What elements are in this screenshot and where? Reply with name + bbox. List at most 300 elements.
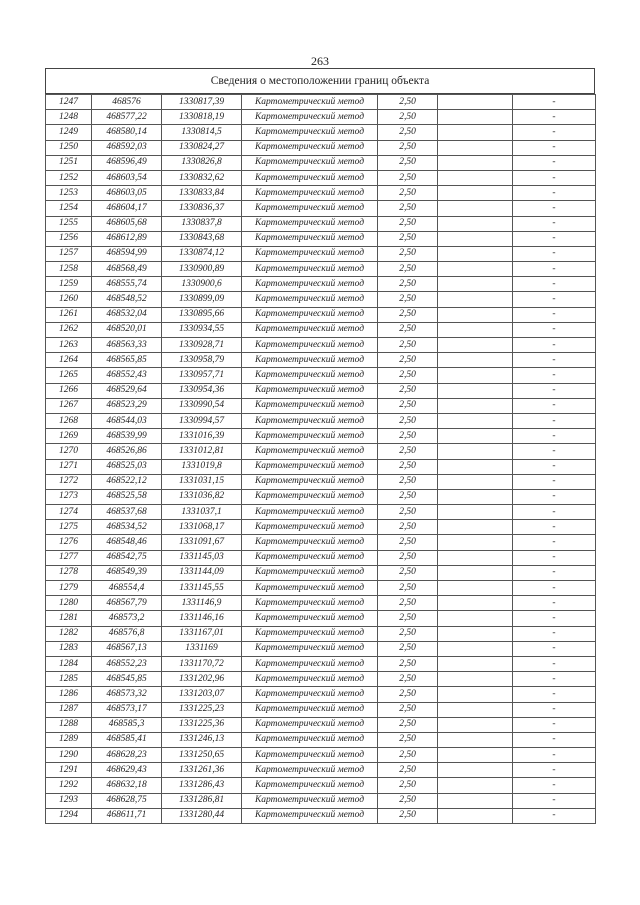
table-row: [46, 413, 596, 428]
note-cell: -: [513, 763, 596, 778]
point-number-cell: 1280: [46, 596, 92, 611]
point-number-cell: 1255: [46, 216, 92, 231]
empty-cell: [438, 413, 513, 428]
note-cell: -: [513, 474, 596, 489]
x-coordinate-cell: 468565,85: [92, 353, 162, 368]
accuracy-cell: 2,50: [378, 413, 438, 428]
x-coordinate-cell: 468603,54: [92, 170, 162, 185]
accuracy-cell: 2,50: [378, 641, 438, 656]
point-number-cell: 1282: [46, 626, 92, 641]
method-cell: Картометрический метод: [242, 231, 378, 246]
table-row: [46, 307, 596, 322]
empty-cell: [438, 110, 513, 125]
y-coordinate-cell: 1331145,55: [162, 581, 242, 596]
empty-cell: [438, 186, 513, 201]
accuracy-cell: 2,50: [378, 216, 438, 231]
y-coordinate-cell: 1330900,6: [162, 277, 242, 292]
accuracy-cell: 2,50: [378, 717, 438, 732]
method-cell: Картометрический метод: [242, 474, 378, 489]
point-number-cell: 1260: [46, 292, 92, 307]
table-row: [46, 155, 596, 170]
y-coordinate-cell: 1330836,37: [162, 201, 242, 216]
point-number-cell: 1276: [46, 535, 92, 550]
note-cell: -: [513, 110, 596, 125]
accuracy-cell: 2,50: [378, 687, 438, 702]
x-coordinate-cell: 468585,3: [92, 717, 162, 732]
point-number-cell: 1285: [46, 672, 92, 687]
method-cell: Картометрический метод: [242, 535, 378, 550]
note-cell: -: [513, 489, 596, 504]
method-cell: Картометрический метод: [242, 277, 378, 292]
table-row: [46, 581, 596, 596]
note-cell: -: [513, 155, 596, 170]
note-cell: -: [513, 429, 596, 444]
y-coordinate-cell: 1331016,39: [162, 429, 242, 444]
note-cell: -: [513, 95, 596, 110]
empty-cell: [438, 626, 513, 641]
empty-cell: [438, 656, 513, 671]
note-cell: -: [513, 353, 596, 368]
empty-cell: [438, 702, 513, 717]
empty-cell: [438, 687, 513, 702]
point-number-cell: 1265: [46, 368, 92, 383]
y-coordinate-cell: 1331068,17: [162, 520, 242, 535]
y-coordinate-cell: 1331169: [162, 641, 242, 656]
accuracy-cell: 2,50: [378, 489, 438, 504]
accuracy-cell: 2,50: [378, 550, 438, 565]
table-row: [46, 520, 596, 535]
accuracy-cell: 2,50: [378, 353, 438, 368]
note-cell: -: [513, 444, 596, 459]
accuracy-cell: 2,50: [378, 672, 438, 687]
point-number-cell: 1278: [46, 565, 92, 580]
empty-cell: [438, 505, 513, 520]
note-cell: -: [513, 505, 596, 520]
method-cell: Картометрический метод: [242, 565, 378, 580]
point-number-cell: 1267: [46, 398, 92, 413]
point-number-cell: 1256: [46, 231, 92, 246]
y-coordinate-cell: 1331225,23: [162, 702, 242, 717]
point-number-cell: 1288: [46, 717, 92, 732]
y-coordinate-cell: 1330934,55: [162, 322, 242, 337]
point-number-cell: 1273: [46, 489, 92, 504]
accuracy-cell: 2,50: [378, 292, 438, 307]
method-cell: Картометрический метод: [242, 702, 378, 717]
note-cell: -: [513, 246, 596, 261]
table-row: [46, 398, 596, 413]
table-row: [46, 656, 596, 671]
accuracy-cell: 2,50: [378, 429, 438, 444]
empty-cell: [438, 353, 513, 368]
accuracy-cell: 2,50: [378, 656, 438, 671]
x-coordinate-cell: 468539,99: [92, 429, 162, 444]
empty-cell: [438, 95, 513, 110]
x-coordinate-cell: 468580,14: [92, 125, 162, 140]
y-coordinate-cell: 1331170,72: [162, 656, 242, 671]
empty-cell: [438, 338, 513, 353]
empty-cell: [438, 641, 513, 656]
x-coordinate-cell: 468628,75: [92, 793, 162, 808]
table-row: [46, 748, 596, 763]
method-cell: Картометрический метод: [242, 292, 378, 307]
accuracy-cell: 2,50: [378, 444, 438, 459]
note-cell: -: [513, 748, 596, 763]
accuracy-cell: 2,50: [378, 763, 438, 778]
accuracy-cell: 2,50: [378, 474, 438, 489]
point-number-cell: 1279: [46, 581, 92, 596]
point-number-cell: 1257: [46, 246, 92, 261]
note-cell: -: [513, 535, 596, 550]
point-number-cell: 1287: [46, 702, 92, 717]
empty-cell: [438, 231, 513, 246]
point-number-cell: 1284: [46, 656, 92, 671]
accuracy-cell: 2,50: [378, 459, 438, 474]
accuracy-cell: 2,50: [378, 398, 438, 413]
table-row: [46, 611, 596, 626]
table-row: [46, 535, 596, 550]
point-number-cell: 1274: [46, 505, 92, 520]
y-coordinate-cell: 1330958,79: [162, 353, 242, 368]
table-row: [46, 793, 596, 808]
point-number-cell: 1269: [46, 429, 92, 444]
empty-cell: [438, 732, 513, 747]
table-row: [46, 292, 596, 307]
x-coordinate-cell: 468523,29: [92, 398, 162, 413]
accuracy-cell: 2,50: [378, 368, 438, 383]
y-coordinate-cell: 1330954,36: [162, 383, 242, 398]
method-cell: Картометрический метод: [242, 581, 378, 596]
x-coordinate-cell: 468603,05: [92, 186, 162, 201]
empty-cell: [438, 611, 513, 626]
y-coordinate-cell: 1331261,36: [162, 763, 242, 778]
method-cell: Картометрический метод: [242, 95, 378, 110]
point-number-cell: 1261: [46, 307, 92, 322]
table-row: [46, 322, 596, 337]
y-coordinate-cell: 1330957,71: [162, 368, 242, 383]
table-row: [46, 338, 596, 353]
y-coordinate-cell: 1330990,54: [162, 398, 242, 413]
point-number-cell: 1275: [46, 520, 92, 535]
x-coordinate-cell: 468532,04: [92, 307, 162, 322]
note-cell: -: [513, 216, 596, 231]
point-number-cell: 1290: [46, 748, 92, 763]
table-row: [46, 277, 596, 292]
method-cell: Картометрический метод: [242, 201, 378, 216]
note-cell: -: [513, 808, 596, 823]
empty-cell: [438, 444, 513, 459]
method-cell: Картометрический метод: [242, 383, 378, 398]
x-coordinate-cell: 468549,39: [92, 565, 162, 580]
x-coordinate-cell: 468563,33: [92, 338, 162, 353]
y-coordinate-cell: 1331225,36: [162, 717, 242, 732]
x-coordinate-cell: 468605,68: [92, 216, 162, 231]
note-cell: -: [513, 307, 596, 322]
accuracy-cell: 2,50: [378, 155, 438, 170]
table-row: [46, 596, 596, 611]
method-cell: Картометрический метод: [242, 687, 378, 702]
point-number-cell: 1264: [46, 353, 92, 368]
method-cell: Картометрический метод: [242, 140, 378, 155]
y-coordinate-cell: 1330928,71: [162, 338, 242, 353]
x-coordinate-cell: 468552,43: [92, 368, 162, 383]
point-number-cell: 1251: [46, 155, 92, 170]
x-coordinate-cell: 468537,68: [92, 505, 162, 520]
note-cell: -: [513, 413, 596, 428]
note-cell: -: [513, 520, 596, 535]
empty-cell: [438, 307, 513, 322]
empty-cell: [438, 489, 513, 504]
y-coordinate-cell: 1330832,62: [162, 170, 242, 185]
empty-cell: [438, 246, 513, 261]
table-caption: Сведения о местоположении границ объекта: [45, 69, 595, 94]
method-cell: Картометрический метод: [242, 170, 378, 185]
point-number-cell: 1250: [46, 140, 92, 155]
method-cell: Картометрический метод: [242, 110, 378, 125]
x-coordinate-cell: 468544,03: [92, 413, 162, 428]
accuracy-cell: 2,50: [378, 277, 438, 292]
x-coordinate-cell: 468632,18: [92, 778, 162, 793]
point-number-cell: 1277: [46, 550, 92, 565]
table-row: [46, 429, 596, 444]
x-coordinate-cell: 468552,23: [92, 656, 162, 671]
coordinates-table-frame: [45, 68, 595, 824]
point-number-cell: 1291: [46, 763, 92, 778]
method-cell: Картометрический метод: [242, 429, 378, 444]
method-cell: Картометрический метод: [242, 246, 378, 261]
x-coordinate-cell: 468577,22: [92, 110, 162, 125]
method-cell: Картометрический метод: [242, 732, 378, 747]
method-cell: Картометрический метод: [242, 808, 378, 823]
method-cell: Картометрический метод: [242, 626, 378, 641]
point-number-cell: 1259: [46, 277, 92, 292]
table-row: [46, 125, 596, 140]
point-number-cell: 1252: [46, 170, 92, 185]
point-number-cell: 1247: [46, 95, 92, 110]
point-number-cell: 1293: [46, 793, 92, 808]
y-coordinate-cell: 1330837,8: [162, 216, 242, 231]
accuracy-cell: 2,50: [378, 201, 438, 216]
x-coordinate-cell: 468567,13: [92, 641, 162, 656]
method-cell: Картометрический метод: [242, 155, 378, 170]
x-coordinate-cell: 468548,46: [92, 535, 162, 550]
table-row: [46, 262, 596, 277]
note-cell: -: [513, 626, 596, 641]
table-row: [46, 687, 596, 702]
note-cell: -: [513, 338, 596, 353]
note-cell: -: [513, 140, 596, 155]
empty-cell: [438, 717, 513, 732]
accuracy-cell: 2,50: [378, 626, 438, 641]
y-coordinate-cell: 1330899,09: [162, 292, 242, 307]
point-number-cell: 1253: [46, 186, 92, 201]
note-cell: -: [513, 596, 596, 611]
table-row: [46, 672, 596, 687]
x-coordinate-cell: 468573,32: [92, 687, 162, 702]
y-coordinate-cell: 1331167,01: [162, 626, 242, 641]
empty-cell: [438, 125, 513, 140]
accuracy-cell: 2,50: [378, 95, 438, 110]
table-row: [46, 778, 596, 793]
x-coordinate-cell: 468520,01: [92, 322, 162, 337]
y-coordinate-cell: 1331146,16: [162, 611, 242, 626]
x-coordinate-cell: 468525,03: [92, 459, 162, 474]
empty-cell: [438, 474, 513, 489]
note-cell: -: [513, 717, 596, 732]
method-cell: Картометрический метод: [242, 459, 378, 474]
x-coordinate-cell: 468568,49: [92, 262, 162, 277]
accuracy-cell: 2,50: [378, 535, 438, 550]
table-row: [46, 353, 596, 368]
method-cell: Картометрический метод: [242, 322, 378, 337]
x-coordinate-cell: 468545,85: [92, 672, 162, 687]
note-cell: -: [513, 383, 596, 398]
table-row: [46, 186, 596, 201]
x-coordinate-cell: 468525,58: [92, 489, 162, 504]
note-cell: -: [513, 656, 596, 671]
empty-cell: [438, 155, 513, 170]
table-row: [46, 565, 596, 580]
method-cell: Картометрический метод: [242, 368, 378, 383]
note-cell: -: [513, 565, 596, 580]
note-cell: -: [513, 611, 596, 626]
y-coordinate-cell: 1330826,8: [162, 155, 242, 170]
accuracy-cell: 2,50: [378, 596, 438, 611]
accuracy-cell: 2,50: [378, 140, 438, 155]
y-coordinate-cell: 1330895,66: [162, 307, 242, 322]
y-coordinate-cell: 1331019,8: [162, 459, 242, 474]
accuracy-cell: 2,50: [378, 125, 438, 140]
page-number: 263: [311, 54, 329, 68]
accuracy-cell: 2,50: [378, 732, 438, 747]
table-row: [46, 110, 596, 125]
method-cell: Картометрический метод: [242, 186, 378, 201]
empty-cell: [438, 383, 513, 398]
note-cell: -: [513, 322, 596, 337]
empty-cell: [438, 672, 513, 687]
method-cell: Картометрический метод: [242, 413, 378, 428]
accuracy-cell: 2,50: [378, 186, 438, 201]
point-number-cell: 1283: [46, 641, 92, 656]
method-cell: Картометрический метод: [242, 550, 378, 565]
table-row: [46, 489, 596, 504]
empty-cell: [438, 748, 513, 763]
coordinates-table: [45, 94, 596, 824]
note-cell: -: [513, 672, 596, 687]
point-number-cell: 1270: [46, 444, 92, 459]
table-row: [46, 717, 596, 732]
empty-cell: [438, 535, 513, 550]
point-number-cell: 1258: [46, 262, 92, 277]
empty-cell: [438, 170, 513, 185]
accuracy-cell: 2,50: [378, 262, 438, 277]
y-coordinate-cell: 1331202,96: [162, 672, 242, 687]
y-coordinate-cell: 1331144,09: [162, 565, 242, 580]
point-number-cell: 1263: [46, 338, 92, 353]
accuracy-cell: 2,50: [378, 246, 438, 261]
y-coordinate-cell: 1330843,68: [162, 231, 242, 246]
table-row: [46, 95, 596, 110]
accuracy-cell: 2,50: [378, 581, 438, 596]
note-cell: -: [513, 641, 596, 656]
note-cell: -: [513, 201, 596, 216]
method-cell: Картометрический метод: [242, 216, 378, 231]
table-row: [46, 459, 596, 474]
method-cell: Картометрический метод: [242, 748, 378, 763]
table-row: [46, 626, 596, 641]
y-coordinate-cell: 1331091,67: [162, 535, 242, 550]
note-cell: -: [513, 793, 596, 808]
x-coordinate-cell: 468548,52: [92, 292, 162, 307]
x-coordinate-cell: 468576,8: [92, 626, 162, 641]
table-row: [46, 641, 596, 656]
y-coordinate-cell: 1330818,19: [162, 110, 242, 125]
note-cell: -: [513, 398, 596, 413]
method-cell: Картометрический метод: [242, 641, 378, 656]
accuracy-cell: 2,50: [378, 110, 438, 125]
method-cell: Картометрический метод: [242, 672, 378, 687]
y-coordinate-cell: 1331250,65: [162, 748, 242, 763]
x-coordinate-cell: 468612,89: [92, 231, 162, 246]
empty-cell: [438, 262, 513, 277]
accuracy-cell: 2,50: [378, 338, 438, 353]
point-number-cell: 1286: [46, 687, 92, 702]
note-cell: -: [513, 732, 596, 747]
method-cell: Картометрический метод: [242, 489, 378, 504]
x-coordinate-cell: 468576: [92, 95, 162, 110]
table-row: [46, 170, 596, 185]
accuracy-cell: 2,50: [378, 808, 438, 823]
empty-cell: [438, 322, 513, 337]
empty-cell: [438, 778, 513, 793]
y-coordinate-cell: 1331145,03: [162, 550, 242, 565]
table-row: [46, 732, 596, 747]
table-row: [46, 368, 596, 383]
empty-cell: [438, 140, 513, 155]
empty-cell: [438, 520, 513, 535]
accuracy-cell: 2,50: [378, 383, 438, 398]
x-coordinate-cell: 468573,2: [92, 611, 162, 626]
table-row: [46, 216, 596, 231]
method-cell: Картометрический метод: [242, 444, 378, 459]
y-coordinate-cell: 1330817,39: [162, 95, 242, 110]
x-coordinate-cell: 468542,75: [92, 550, 162, 565]
y-coordinate-cell: 1330994,57: [162, 413, 242, 428]
point-number-cell: 1268: [46, 413, 92, 428]
method-cell: Картометрический метод: [242, 656, 378, 671]
point-number-cell: 1281: [46, 611, 92, 626]
x-coordinate-cell: 468585,41: [92, 732, 162, 747]
empty-cell: [438, 808, 513, 823]
table-row: [46, 231, 596, 246]
note-cell: -: [513, 368, 596, 383]
note-cell: -: [513, 292, 596, 307]
method-cell: Картометрический метод: [242, 505, 378, 520]
method-cell: Картометрический метод: [242, 307, 378, 322]
empty-cell: [438, 565, 513, 580]
x-coordinate-cell: 468555,74: [92, 277, 162, 292]
accuracy-cell: 2,50: [378, 611, 438, 626]
point-number-cell: 1294: [46, 808, 92, 823]
x-coordinate-cell: 468628,23: [92, 748, 162, 763]
note-cell: -: [513, 231, 596, 246]
y-coordinate-cell: 1331037,1: [162, 505, 242, 520]
accuracy-cell: 2,50: [378, 231, 438, 246]
note-cell: -: [513, 170, 596, 185]
x-coordinate-cell: 468522,12: [92, 474, 162, 489]
method-cell: Картометрический метод: [242, 338, 378, 353]
point-number-cell: 1292: [46, 778, 92, 793]
method-cell: Картометрический метод: [242, 611, 378, 626]
